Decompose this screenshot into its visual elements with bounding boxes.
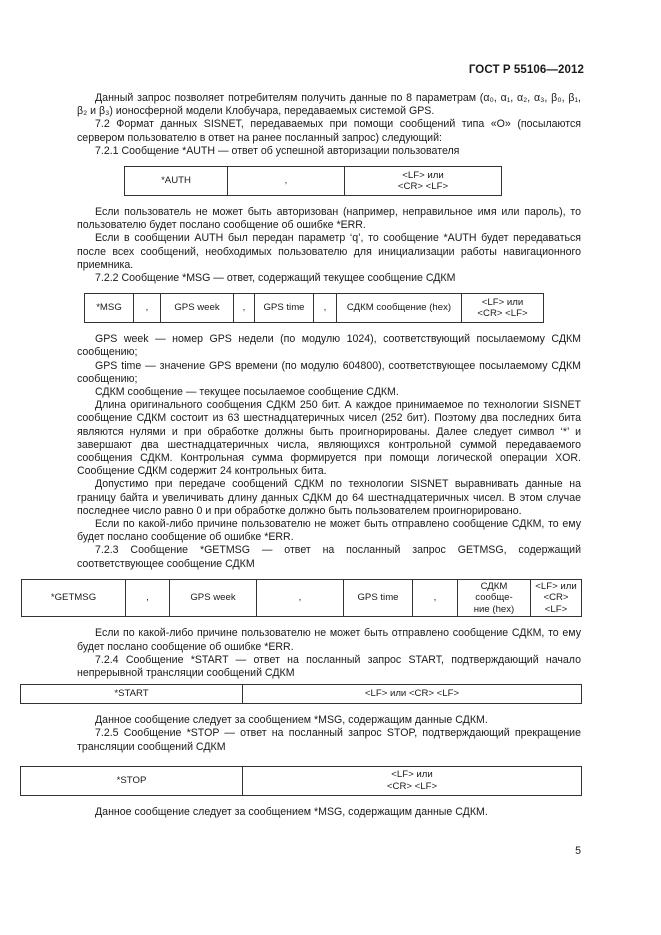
msg-cell-command: *MSG — [85, 294, 134, 323]
stop-cell-command: *STOP — [21, 766, 243, 795]
msg-cell-comma-2: , — [234, 294, 255, 323]
start-cell-terminator: <LF> или <CR> <LF> — [243, 685, 582, 704]
msg-format-table — [84, 293, 544, 323]
start-format-table — [20, 684, 582, 704]
getmsg-cell-gps-week: GPS week — [170, 579, 257, 617]
section-7-2-1-paragraph-1: Если пользователь не может быть авторизован (например, неправильное имя или пароль), то пользователю будет послано сообщение об ошибке *ERR. — [77, 206, 581, 232]
section-7-2-2-paragraph-3: СДКМ сообщение — текущее посылаемое сообщение СДКМ. — [95, 386, 399, 399]
msg-cell-gps-week: GPS week — [161, 294, 234, 323]
auth-cell-terminator — [345, 167, 502, 196]
standard-header: ГОСТ Р 55106—2012 — [468, 64, 584, 76]
start-cell-command: *START — [21, 685, 243, 704]
getmsg-cell-comma-3: , — [413, 579, 458, 617]
getmsg-cell-command: *GETMSG — [22, 579, 126, 617]
getmsg-cell-comma-2: , — [257, 579, 344, 617]
getmsg-sdkm-line-1: СДКМ сообще- — [475, 580, 513, 604]
section-7-2-2-paragraph-6: Если по какой-либо причине пользователю не может быть отправлено сообщение СДКМ, то ему будет послано сообщение об ошибке *ERR. — [77, 518, 581, 544]
msg-terminator-line-1: <LF> или — [481, 296, 524, 308]
getmsg-cell-gps-time: GPS time — [344, 579, 413, 617]
section-7-2-1-heading: 7.2.1 Сообщение *AUTH — ответ об успешной авторизации пользователя — [95, 144, 460, 157]
intro-paragraph-2: 7.2 Формат данных SISNET, передаваемых при помощи сообщений типа «О» (посылаются сервером пользователю в ответ на ранее посланный запрос) следующий: — [77, 118, 581, 144]
msg-cell-sdkm-message: СДКМ сообщение (hex) — [337, 294, 462, 323]
section-7-2-2-paragraph-4: Длина оригинального сообщения СДКМ 250 бит. А каждое принимаемое по технологии SISNET сообщение СДКМ состоит из 63 шестнадцатеричных чисел (252 бит). Поэтому два последних бита являются нулями и при обработке должны быть проигнорированы. Далее следует символ ‘*’ и завершают два шестнадцатеричных числа, являющихся контрольной суммой передаваемого сообщения СДКМ. Контрольная сумма формируется при помощи логической операции XOR. Сообщение СДКМ содержит 24 контрольных бита. — [77, 399, 581, 478]
auth-terminator-line-2: <CR> <LF> — [397, 181, 449, 193]
stop-format-table — [20, 766, 582, 796]
msg-cell-comma-1: , — [134, 294, 161, 323]
document-body — [50, 92, 581, 819]
section-7-2-4-paragraph-1: Данное сообщение следует за сообщением *MSG, содержащим данные СДКМ. — [95, 714, 488, 727]
section-7-2-2-heading: 7.2.2 Сообщение *MSG — ответ, содержащий текущее сообщение СДКМ — [95, 272, 456, 285]
getmsg-cell-terminator — [531, 579, 582, 617]
getmsg-terminator-line-2: <CR> <LF> — [543, 592, 569, 615]
section-7-2-4-heading: 7.2.4 Сообщение *START — ответ на посланный запрос START, подтверждающий начало непрерывной трансляции сообщений СДКМ — [77, 653, 581, 679]
stop-terminator-line-1: <LF> или — [391, 769, 433, 781]
auth-cell-command: *AUTH — [125, 167, 228, 196]
section-7-2-1-paragraph-2: Если в сообщении AUTH был передан параметр ‘q’, то сообщение *AUTH будет передаваться после всех сообщений, необходимых пользователю для инициализации работы навигационного приемника. — [77, 232, 581, 271]
section-7-2-2-paragraph-1: GPS week — номер GPS недели (по модулю 1024), соответствующий посылаемому СДКМ сообщению; — [77, 333, 581, 359]
getmsg-format-table — [21, 579, 582, 618]
section-7-2-5-paragraph-1: Данное сообщение следует за сообщением *MSG, содержащим данные СДКМ. — [95, 805, 488, 818]
auth-cell-comma: , — [228, 167, 345, 196]
msg-cell-terminator — [462, 294, 544, 323]
page-number: 5 — [575, 845, 581, 857]
getmsg-cell-comma-1: , — [126, 579, 170, 617]
section-7-2-5-heading: 7.2.5 Сообщение *STOP — ответ на посланный запрос STOP, подтверждающий прекращение трансляции сообщений СДКМ — [77, 727, 581, 753]
getmsg-terminator-line-1: <LF> или — [535, 580, 577, 592]
auth-terminator-line-1: <LF> или — [402, 169, 444, 181]
getmsg-sdkm-line-2: ние (hex) — [473, 603, 515, 615]
stop-terminator-line-2: <CR> <LF> — [386, 780, 438, 792]
msg-terminator-line-2: <CR> <LF> — [477, 308, 528, 320]
intro-paragraph-1: Данный запрос позволяет потребителям получить данные по 8 параметрам (α₀, α₁, α₂, α₃, β₀, β₁, β₂ и β₃) ионосферной модели Клобучара, передаваемых системой GPS. — [77, 92, 581, 118]
section-7-2-2-paragraph-5: Допустимо при передаче сообщений СДКМ по технологии SISNET выравнивать данные на границу байта и увеличивать длину данных СДКМ до 64 шестнадцатеричных чисел. В этом случае последнее число равно 0 и при обработке должно быть пользователем проигнорировано. — [77, 478, 581, 517]
section-7-2-2-paragraph-2: GPS time — значение GPS времени (по модулю 604800), соответствующее посылаемому СДКМ сообщению; — [77, 359, 581, 385]
stop-cell-terminator — [243, 766, 582, 795]
auth-format-table — [124, 166, 502, 196]
getmsg-cell-sdkm-message — [458, 579, 531, 617]
section-7-2-3-heading: 7.2.3 Сообщение *GETMSG — ответ на посланный запрос GETMSG, содержащий соответствующее сообщение СДКМ — [77, 544, 581, 570]
msg-cell-gps-time: GPS time — [255, 294, 314, 323]
section-7-2-3-paragraph-1: Если по какой-либо причине пользователю не может быть отправлено сообщение СДКМ, то ему будет послано сообщение об ошибке *ERR. — [77, 627, 581, 653]
msg-cell-comma-3: , — [314, 294, 337, 323]
